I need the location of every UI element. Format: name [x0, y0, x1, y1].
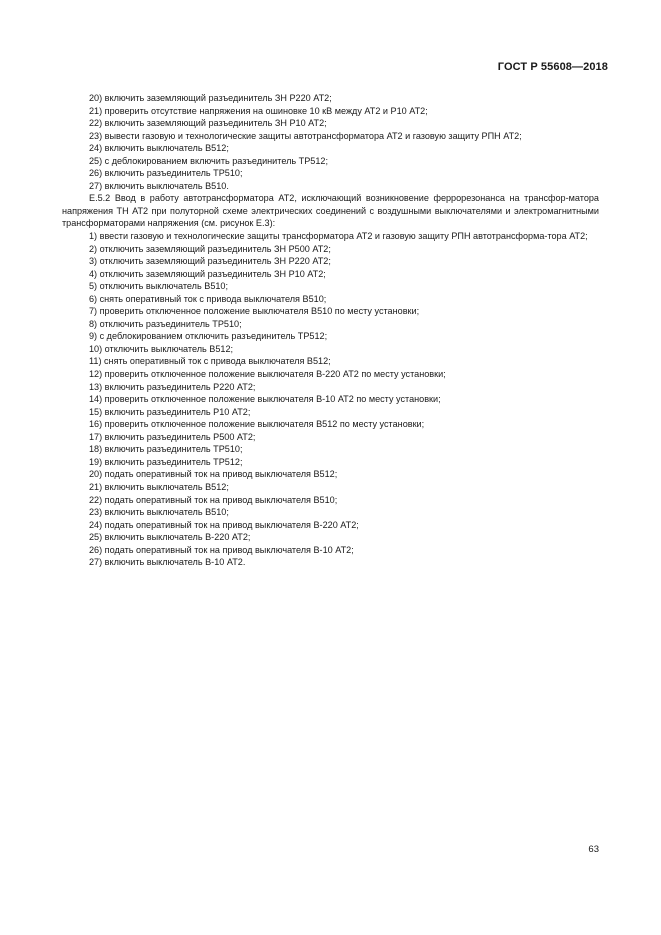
list-item: 14) проверить отключенное положение выключателя В-10 АТ2 по месту установки; — [89, 394, 441, 405]
list-item: 16) проверить отключенное положение выключателя В512 по месту установки; — [89, 419, 425, 430]
list-item: 13) включить разъединитель Р220 АТ2; — [89, 381, 256, 392]
list-item: 26) подать оперативный ток на привод выключателя В-10 АТ2; — [89, 544, 354, 555]
list-item: 27) включить выключатель В-10 АТ2. — [89, 557, 246, 568]
list-item: 8) отключить разъединитель ТР510; — [89, 318, 242, 329]
list-item: 22) подать оперативный ток на привод выключателя В510; — [89, 494, 338, 505]
list-item: 23) включить выключатель В510; — [89, 507, 229, 518]
list-item: 27) включить выключатель В510. — [89, 180, 229, 191]
list-item: 17) включить разъединитель Р500 АТ2; — [89, 431, 256, 442]
list-item: 19) включить разъединитель ТР512; — [89, 456, 243, 467]
list-item: 24) подать оперативный ток на привод выключателя В-220 АТ2; — [89, 519, 359, 530]
list-item: 4) отключить заземляющий разъединитель ЗН Р10 АТ2; — [89, 268, 326, 279]
list-item: 6) снять оперативный ток с привода выключателя В510; — [89, 293, 327, 304]
list-item: 23) вывести газовую и технологические защиты автотрансформатора АТ2 и газовую защиту РПН АТ2; — [89, 130, 522, 141]
list-item: 12) проверить отключенное положение выключателя В-220 АТ2 по месту установки; — [89, 369, 446, 380]
list-item: 21) включить выключатель В512; — [89, 481, 229, 492]
list-item: 20) подать оперативный ток на привод выключателя В512; — [89, 469, 338, 480]
first-list — [62, 92, 599, 192]
list-item: 26) включить разъединитель ТР510; — [89, 168, 243, 179]
list-item: 3) отключить заземляющий разъединитель ЗН Р220 АТ2; — [89, 256, 331, 267]
list-item: 24) включить выключатель В512; — [89, 143, 229, 154]
list-item: 9) с деблокированием отключить разъединитель ТР512; — [89, 331, 328, 342]
list-item: 2) отключить заземляющий разъединитель ЗН Р500 АТ2; — [89, 243, 331, 254]
second-list — [62, 243, 599, 569]
list-item: 5) отключить выключатель В510; — [89, 281, 229, 292]
list-item: 10) отключить выключатель В512; — [89, 343, 234, 354]
list-item: 11) снять оперативный ток с привода выключателя В512; — [89, 356, 331, 367]
list-item: 25) включить выключатель В-220 АТ2; — [89, 532, 251, 543]
list-item: 18) включить разъединитель ТР510; — [89, 444, 243, 455]
list-item: 21) проверить отсутствие напряжения на ошиновке 10 кВ между АТ2 и Р10 АТ2; — [89, 105, 428, 116]
section-paragraph: Е.5.2 Ввод в работу автотрансформатора АТ2, исключающий возникновение феррорезонанса на трансфор-матора напряжения ТН АТ2 при полуторной схеме электрических соединений с воздушными выключателями и электромагнитными трансформаторами напряжения (см. рисунок Е.3): — [62, 193, 599, 229]
standard-header: ГОСТ Р 55608—2018 — [497, 61, 608, 73]
page-number: 63 — [588, 844, 599, 855]
document-body — [62, 92, 599, 569]
list-item: 15) включить разъединитель Р10 АТ2; — [89, 406, 251, 417]
list-item: 22) включить заземляющий разъединитель ЗН Р10 АТ2; — [89, 118, 327, 129]
list-item: 25) с деблокированием включить разъединитель ТР512; — [89, 155, 328, 166]
list-item: 20) включить заземляющий разъединитель ЗН Р220 АТ2; — [89, 93, 332, 103]
list-item: 7) проверить отключенное положение выключателя В510 по месту установки; — [89, 306, 420, 317]
list-item: 1) ввести газовую и технологические защиты трансформатора АТ2 и газовую защиту РПН автотрансформа-тора АТ2; — [89, 231, 588, 242]
